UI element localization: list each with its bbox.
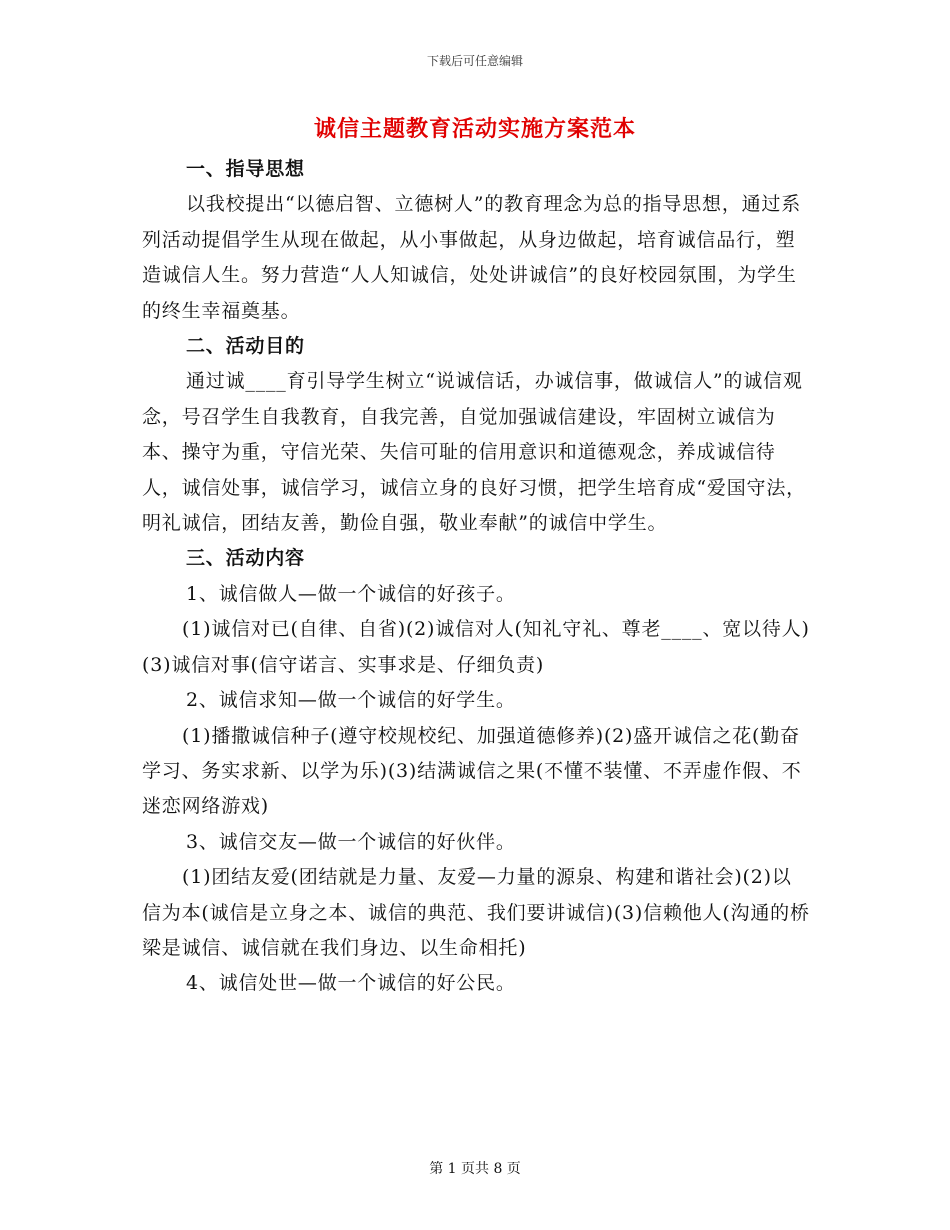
section-heading-activity-purpose: 二、活动目的 [186, 335, 305, 358]
document-body [142, 152, 810, 1002]
header-note: 下载后可任意编辑 [426, 54, 523, 68]
list-item-4: 4、诚信处世—做一个诚信的好公民。 [186, 972, 516, 995]
page-number: 第 1 页共 8 页 [429, 1161, 521, 1177]
sub-item-2: (1)播撒诚信种子(遵守校规校纪、加强道德修养)(2)盛开诚信之花(勤奋学习、务实求新、以学为乐)(3)结满诚信之果(不懂不装懂、不弄虚作假、不迷恋网络游戏) [142, 724, 802, 818]
section-heading-activity-content: 三、活动内容 [186, 547, 305, 570]
sub-item-3: (1)团结友爱(团结就是力量、友爱—力量的源泉、构建和谐社会)(2)以信为本(诚信是立身之本、诚信的典范、我们要讲诚信)(3)信赖他人(沟通的桥梁是诚信、诚信就在我们身边、以生命相托) [142, 866, 810, 959]
list-item-2: 2、诚信求知—做一个诚信的好学生。 [186, 689, 516, 712]
list-item-1: 1、诚信做人—做一个诚信的好孩子。 [186, 582, 516, 605]
list-item-3: 3、诚信交友—做一个诚信的好伙伴。 [186, 830, 516, 853]
paragraph-guiding-ideology: 以我校提出“以德启智、立德树人”的教育理念为总的指导思想，通过系列活动提倡学生从现在做起，从小事做起，从身边做起，培育诚信品行，塑造诚信人生。努力营造“人人知诚信，处处讲诚信”的良好校园氛围，为学生的终生幸福奠基。 [142, 193, 802, 322]
paragraph-activity-purpose: 通过诚____育引导学生树立“说诚信话，办诚信事，做诚信人”的诚信观念，号召学生自我教育，自我完善，自觉加强诚信建设，牢固树立诚信为本、操守为重，守信光荣、失信可耻的信用意识和道德观念，养成诚信待人，诚信处事，诚信学习，诚信立身的良好习惯，把学生培育成“爱国守法，明礼诚信，团结友善，勤俭自强，敬业奉献”的诚信中学生。 [142, 370, 806, 535]
document-title: 诚信主题教育活动实施方案范本 [313, 116, 636, 142]
section-heading-guiding-ideology: 一、指导思想 [186, 158, 305, 180]
sub-item-1: (1)诚信对已(自律、自省)(2)诚信对人(知礼守礼、尊老____、宽以待人)(3)诚信对事(信守诺言、实事求是、仔细负责) [142, 618, 810, 676]
